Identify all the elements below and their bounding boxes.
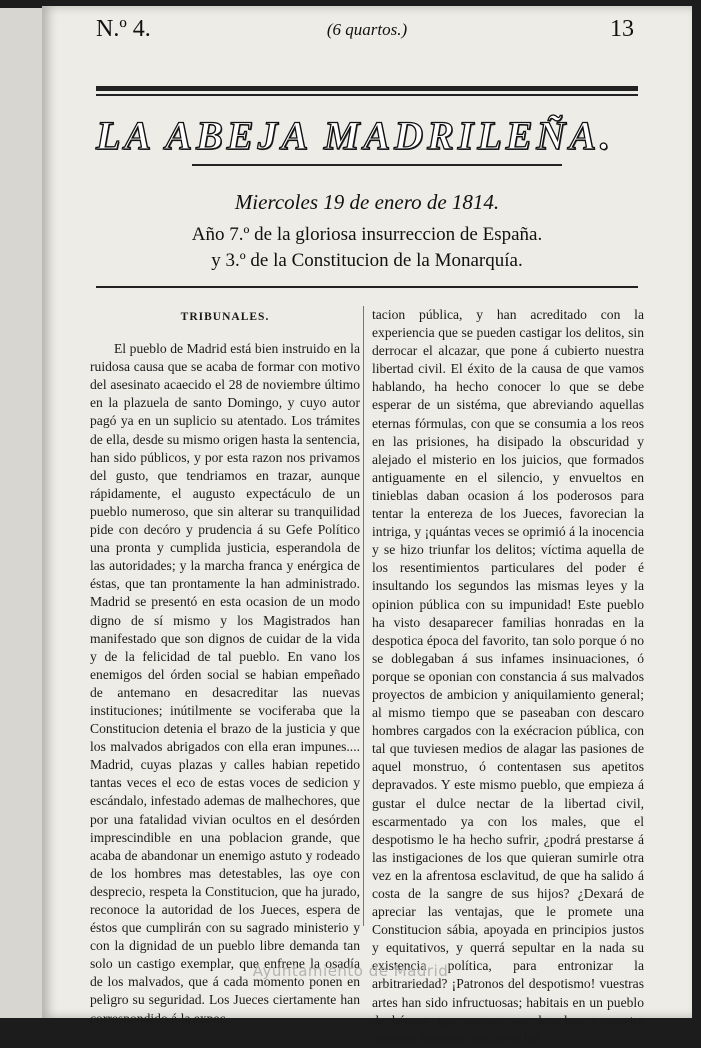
masthead-title: LA ABEJA MADRILEÑA. <box>96 113 614 158</box>
adjacent-page-edge <box>0 8 46 1018</box>
archive-watermark: Ayuntamiento de Madrid <box>252 962 449 980</box>
page-number: 13 <box>610 16 634 42</box>
masthead-underline <box>192 164 562 166</box>
article-column-right <box>372 306 644 1048</box>
top-rule-thick <box>96 86 638 91</box>
article-paragraph: El pueblo de Madrid está bien instruido en la ruidosa causa que se acaba de formar con motivo del asesinato acaecido el 28 de noviembre último en la plazuela de santo Domingo, y cuyo autor pagó ya en un suplicio su atentado. Los trámites de ella, desde su mismo origen hasta la sentencia, han sido públicos, y por esta razon nos privamos del gusto, que tendriamos en trazar, aunque rápidamente, el augusto expectáculo de un pueblo numeroso, que sin alterar su tranquilidad pide con decóro y prudencia á su Gefe Político una pronta y cumplida justicia, esperandola de las autoridades; y la marcha franca y enérgica de éstas, que tan prontamente la han administrado. Madrid se presentó en esta ocasion de un modo digno de sí mismo y los Magistrados han manifestado que son dignos de cuidar de la vida y de la felicidad de tal pueblo. En vano los enemigos del órden social se habian empeñado de antemano en desacreditar las nuevas instituciones; inútilmente se vociferaba que la Constitucion detenia el brazo de la justicia y que los malvados abrigados con ella eran impunes.... Madrid, cuyas plazas y calles habian repetido tantas veces el eco de estas voces de sedicion y escándalo, infestado ademas de malhechores, que por una fatalidad vivian ocultos en el desórden imprescindible en una poblacion grande, que acaba de abandonar un enemigo astuto y rodeado de los hombres mas detestables, las oye con desprecio, respeta la Constitucion, que ha jurado, reconoce la autoridad de los Jueces, espera de éstos que cumplirán con su sagrado ministerio y con la dignidad de un pueblo libre demanda tan solo un castigo exemplar, que enfrene la osadía de los malvados, que á cada momento ponen en peligro su seguridad. Los Jueces ciertamente han correspondido á la expec- <box>90 341 360 1026</box>
constitution-year: y 3.º de la Constitucion de la Monarquía. <box>211 250 523 271</box>
column-divider <box>363 306 364 926</box>
insurrection-year: Año 7.º de la gloriosa insurreccion de España. <box>191 224 543 245</box>
newspaper-page <box>42 6 692 1046</box>
issue-number: N.º 4. <box>96 16 151 42</box>
section-title: TRIBUNALES. <box>180 311 270 323</box>
issue-price: (6 quartos.) <box>326 20 408 39</box>
article-paragraph-continued: tacion pública, y han acreditado con la experiencia que se pueden castigar los delitos, sin derrocar el alcazar, que pone á cubierto nuestra libertad civil. El éxito de la causa de que vamos hablando, ha hecho conocer lo que se debe esperar de un sistéma, que abreviando aquellas eternas fórmulas, con que se consumia a los reos en las prisiones, ha disipado la obscuridad y alejado el misterio en los juicios, que formados antiguamente en el silencio, y envueltos en tinieblas daban ocasion á los poderosos para tentar la entereza de los Jueces, favorecian la intriga, y ¡quántas veces se oprimió á la inocencia y se hizo triunfar los delitos; víctima aquella de los resentimientos particulares del poder é insultando los segundos las mismas leyes y la opinion pública con su impunidad! Este pueblo ha visto desaparecer familias honradas en la despotica época del favorito, tan solo porque ó no se doblegaban á sus infames insinuaciones, ó porque se oponian con constancia á sus malvados proyectos de ambicion y aniquilamiento general; al mismo tiempo que se paseaban con descaro hombres cargados con la exécracion pública, con tal que tuviesen medios de alagar las pasiones de aquel monstruo, ó contentasen sus apetitos depravados. Y este mismo pueblo, que empieza á gustar el dulce nectar de la libertad civil, escarmentado ya con los males, que el despotismo le ha hecho sufrir, ¿podrá prestarse á las instigaciones de los que quieran sumirle otra vez en la afrentosa esclavitud, de que ha salido á costa de la sangre de sus hijos? ¿Dexará de apreciar las ventajas, que le promete una Constitucion sábia, apoyada en principios justos y equitativos, y querrá sepultar en la nada su existencia política, para entronizar la arbitrariedad? ¡Patronos del despotismo! vuestras artes han sido infructuosas; habitais en un pueblo de héroes, que conoce sus derechos y penetra vuestros intentos: distingue los <box>372 307 644 1046</box>
issue-date: Miercoles 19 de enero de 1814. <box>234 190 500 214</box>
header-bottom-rule <box>96 286 638 288</box>
top-rule-thin <box>96 94 638 96</box>
article-column-left <box>90 306 360 1028</box>
